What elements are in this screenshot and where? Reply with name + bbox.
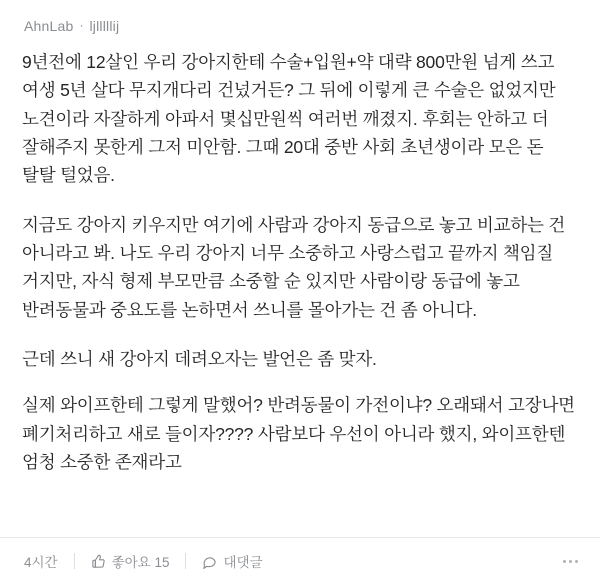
more-dot: [569, 560, 572, 563]
post-paragraph: 9년전에 12살인 우리 강아지한테 수술+입원+약 대략 800만원 넘게 쓰고 여생 5년 살다 무지개다리 건넜거든? 그 뒤에 이렇게 큰 수술은 없었지만 노견이라 자잘하게 아파서 몇십만원씩 여러번 깨졌지. 후회는 안하고 더 잘해주지 못한게 그저 미안함. 그때 20대 중반 사회 초년생이라 모은 돈 탈탈 털었음.: [22, 52, 556, 186]
comment-button[interactable]: [202, 551, 262, 571]
post-paragraph: 근데 쓰니 새 강아지 데려오자는 발언은 좀 맞자.: [22, 349, 377, 370]
post-footer: [0, 537, 600, 584]
more-options-icon[interactable]: [559, 554, 582, 569]
more-dot: [563, 560, 566, 563]
post-header: [0, 0, 600, 42]
post-timestamp: 4시간: [24, 555, 58, 570]
like-count-label: 좋아요 15: [111, 555, 170, 570]
post-page-name[interactable]: ljlllllij: [89, 18, 120, 34]
comment-icon: [202, 554, 217, 569]
footer-divider: [185, 553, 186, 569]
more-dot: [575, 560, 578, 563]
post-author-name[interactable]: AhnLab: [24, 18, 74, 34]
post-paragraph: 지금도 강아지 키우지만 여기에 사람과 강아지 동급으로 놓고 비교하는 건 아니라고 봐. 나도 우리 강아지 너무 소중하고 사랑스럽고 끝까지 책임질 거지만, 자식 형제 부모만큼 소중할 순 있지만 사람이랑 동급에 놓고 반려동물과 중요도를 논하면서 쓰니를 몰아가는 건 좀 아니다.: [22, 214, 566, 320]
header-separator-dot: ·: [79, 18, 84, 32]
like-button[interactable]: [91, 551, 170, 571]
footer-divider: [74, 553, 75, 569]
thumbs-up-icon: [91, 554, 106, 569]
post-paragraph: 실제 와이프한테 그렇게 말했어? 반려동물이 가전이냐? 오래돼서 고장나면 폐기처리하고 새로 들이자???? 사람보다 우선이 아니라 했지, 와이프한텐 엄청 소중한 존재라고: [22, 395, 575, 473]
post-body: [0, 42, 600, 537]
comment-label: 대댓글: [223, 555, 263, 570]
